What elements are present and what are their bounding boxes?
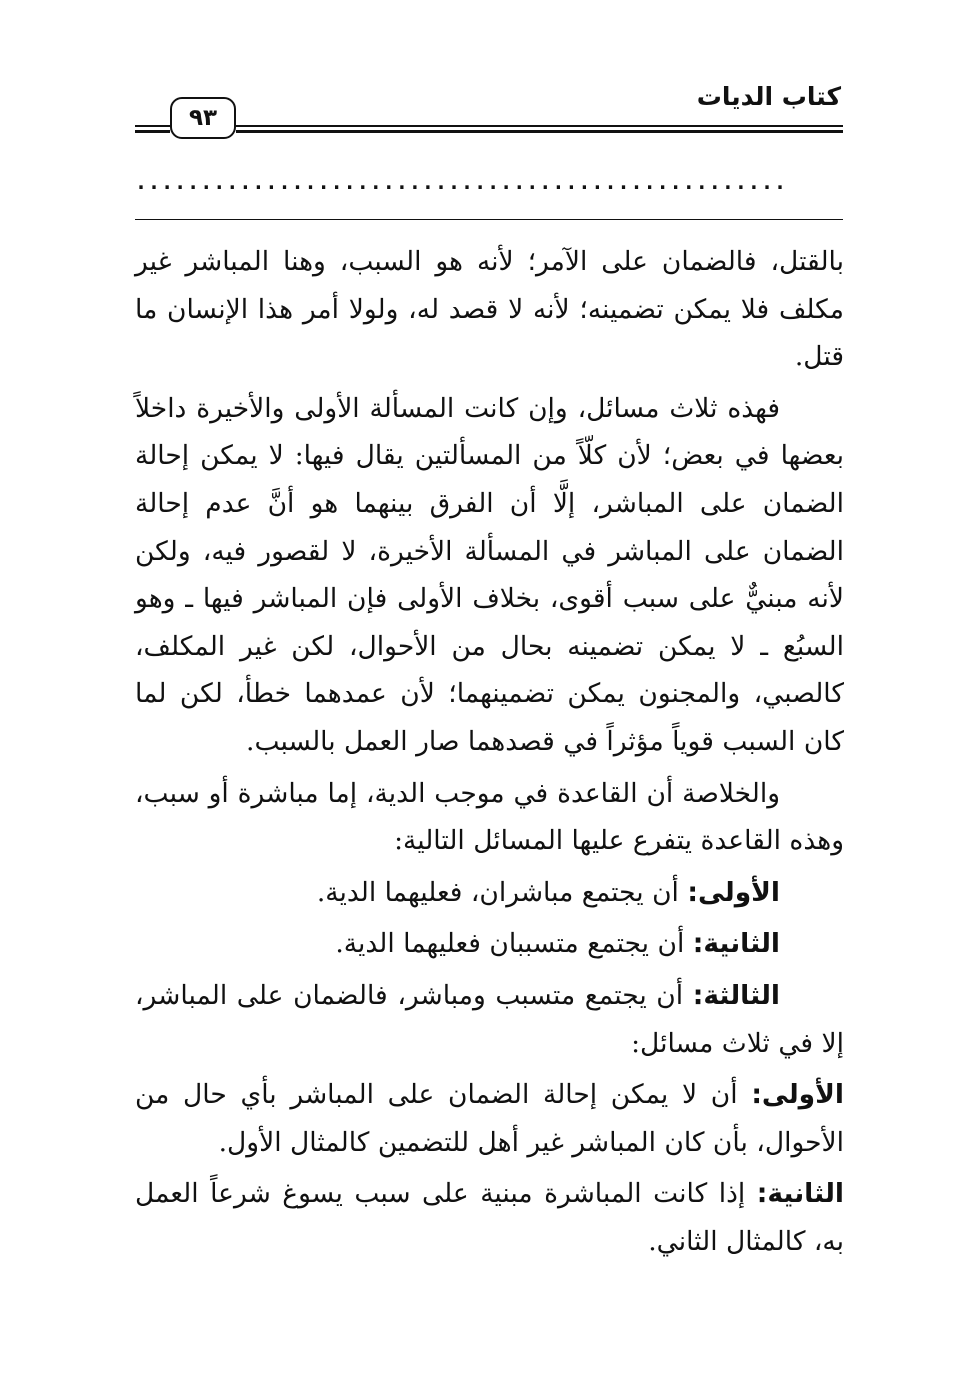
header-rule-top-left [135, 125, 170, 127]
exception-term-2: الثانية: [756, 1178, 844, 1210]
paragraph-1: بالقتل، فالضمان على الآمر؛ لأنه هو السبب، وهنا المباشر غير مكلف فلا يمكن تضمينه؛ لأنه لا قصد له، ولولا أمر هذا الإنسان ما قتل. [135, 246, 844, 373]
exception-item-1 [135, 1071, 844, 1166]
body-text [135, 238, 844, 1269]
rule-term-2: الثانية: [692, 928, 780, 960]
exception-text-1: أن لا يمكن إحالة الضمان على المباشر بأي حال من الأحوال، بأن كان المباشر غير أهل للتضمين كالمثال الأول. [135, 1079, 844, 1158]
header-rule-bottom-right [236, 130, 843, 133]
rule-term-3: الثالثة: [692, 979, 780, 1011]
rule-item-1 [135, 869, 844, 917]
rule-item-2 [135, 920, 844, 968]
running-title: كتاب الديات [696, 82, 841, 111]
page-number-box [170, 97, 236, 139]
exception-item-2 [135, 1170, 844, 1265]
rule-text-1: أن يجتمع مباشران، فعليهما الدية. [316, 876, 679, 908]
paragraph-2: فهذه ثلاث مسائل، وإن كانت المسألة الأولى والأخيرة داخلاً بعضها في بعض؛ لأن كلّاً من المسألتين يقال فيها: لا يمكن إحالة الضمان على المباشر، إلَّا أن الفرق بينهما هو أنَّ عدم إحالة الضمان على المباشر في المسألة الأخيرة، لا لقصور فيه، ولكن لأنه مبنيٌّ على سبب أقوى، بخلاف الأولى فإن المباشر فيها ـ وهو السبُع ـ لا يمكن تضمينه بحال من الأحوال، لكن غير المكلف، كالصبي، والمجنون يمكن تضمينهما؛ لأن عمدهما خطأ، لكن لما كان السبب قوياً مؤثراً في قصدهما صار العمل بالسبب. [135, 392, 844, 757]
exception-term-1: الأولى: [751, 1079, 844, 1111]
header-rule-top-right [236, 125, 843, 127]
rule-term-1: الأولى: [687, 876, 780, 908]
separator-rule [135, 219, 843, 220]
rule-item-3 [135, 972, 844, 1067]
exception-text-2: إذا كانت المباشرة مبنية على سبب يسوغ شرعاً العمل به، كالمثال الثاني. [135, 1178, 844, 1257]
header-rule-bottom-left [135, 130, 170, 133]
rule-text-3: أن يجتمع متسبب ومباشر، فالضمان على المباشر، إلا في ثلاث مسائل: [135, 979, 844, 1059]
rule-text-2: أن يجتمع متسببان فعليهما الدية. [335, 928, 685, 960]
dotted-separator: .................................................. [135, 172, 788, 192]
page-number: ٩٣ [188, 105, 218, 131]
paragraph-3: والخلاصة أن القاعدة في موجب الدية، إما مباشرة أو سبب، وهذه القاعدة يتفرع عليها المسائل التالية: [135, 777, 844, 857]
